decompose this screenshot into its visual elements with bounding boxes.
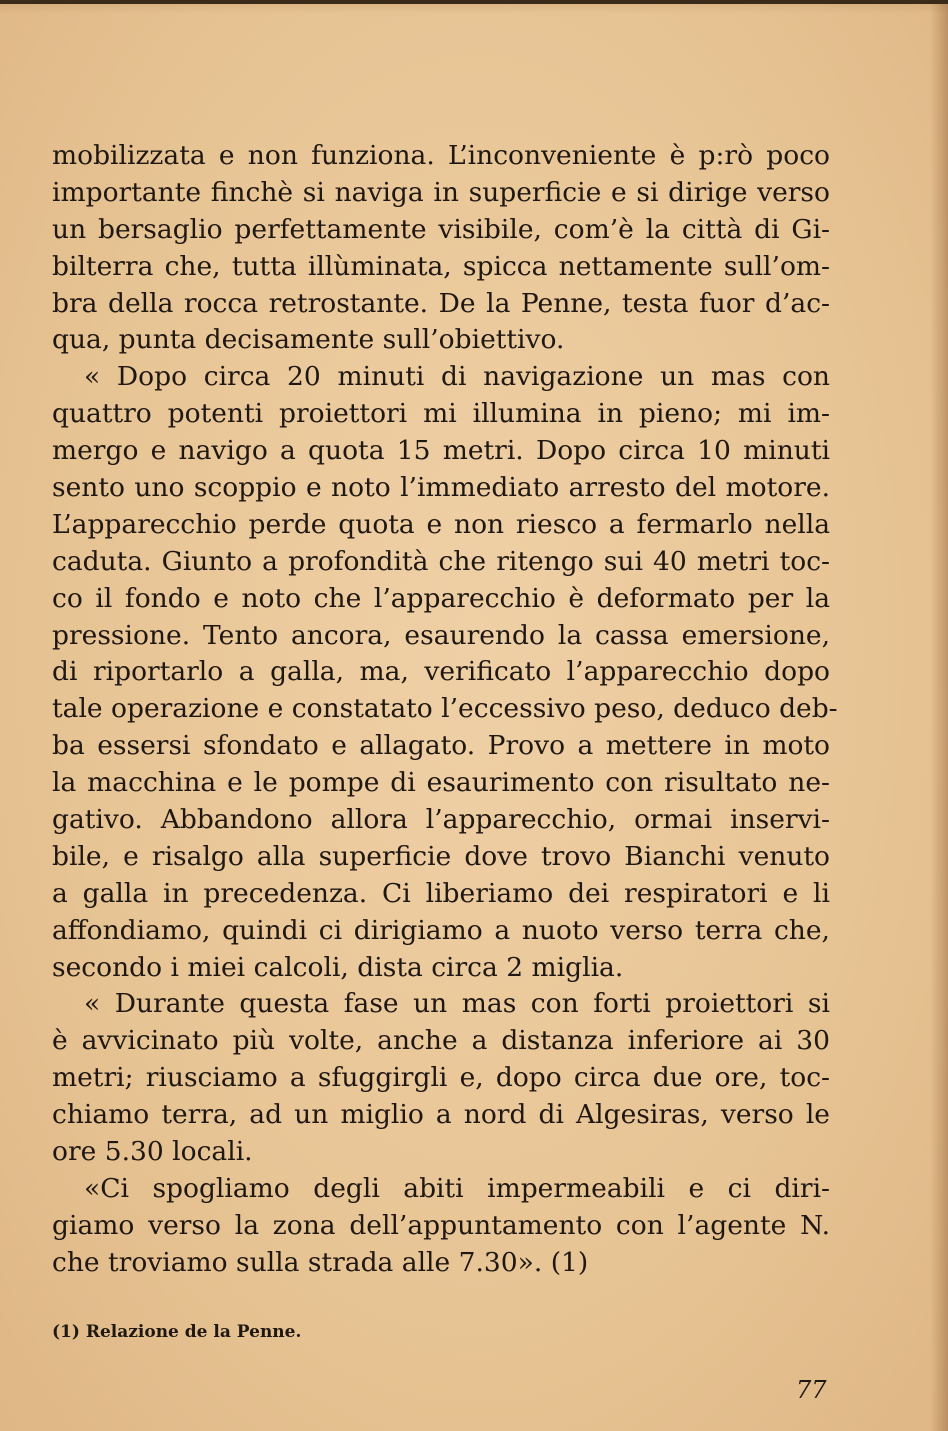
text-line: L’apparecchio perde quota e non riesco a fermarlo nella — [52, 508, 830, 540]
text-line: bra della rocca retrostante. De la Penne, testa fuor d’ac- — [52, 287, 830, 319]
text-line: « Dopo circa 20 minuti di navigazione un mas con — [84, 361, 830, 393]
text-line: ba essersi sfondato e allagato. Provo a mettere in moto — [52, 730, 830, 762]
text-line: chiamo terra, ad un miglio a nord di Algesiras, verso le — [52, 1099, 830, 1131]
text-line: secondo i miei calcoli, dista circa 2 miglia. — [52, 951, 624, 983]
text-line: a galla in precedenza. Ci liberiamo dei respiratori e li — [52, 877, 830, 909]
footnote: (1) Relazione de la Penne. — [52, 1322, 302, 1342]
text-line: pressione. Tento ancora, esaurendo la cassa emersione, — [52, 619, 830, 651]
text-line: la macchina e le pompe di esaurimento con risultato ne- — [52, 767, 830, 799]
text-line: gativo. Abbandono allora l’apparecchio, ormai inservi- — [52, 804, 830, 836]
text-line: è avvicinato più volte, anche a distanza inferiore ai 30 — [52, 1025, 830, 1057]
text-line: giamo verso la zona dell’appuntamento con l’agente N. — [52, 1209, 830, 1241]
text-line: quattro potenti proiettori mi illumina in pieno; mi im- — [52, 398, 830, 430]
text-line: che troviamo sulla strada alle 7.30». (1) — [52, 1246, 589, 1278]
text-line: mergo e navigo a quota 15 metri. Dopo circa 10 minuti — [52, 435, 830, 467]
text-line: importante finchè si naviga in superficie e si dirige verso — [52, 176, 830, 208]
text-line: sento uno scoppio e noto l’immediato arresto del motore. — [52, 472, 830, 504]
text-line: affondiamo, quindi ci dirigiamo a nuoto verso terra che, — [52, 914, 830, 946]
text-line: co il fondo e noto che l’apparecchio è deformato per la — [52, 582, 830, 614]
text-line: bilterra che, tutta illùminata, spicca nettamente sull’om- — [52, 250, 830, 282]
text-line: bile, e risalgo alla superficie dove trovo Bianchi venuto — [52, 840, 830, 872]
text-line: mobilizzata e non funziona. L’inconveniente è p:rò poco — [52, 140, 830, 171]
page-top-edge — [0, 0, 948, 4]
text-line: ore 5.30 locali. — [52, 1136, 253, 1168]
text-line: metri; riusciamo a sfuggirgli e, dopo circa due ore, toc- — [52, 1062, 830, 1094]
text-line: di riportarlo a galla, ma, verificato l’apparecchio dopo — [52, 656, 830, 688]
text-line: qua, punta decisamente sull’obiettivo. — [52, 324, 565, 356]
body-text — [52, 138, 838, 1282]
text-line: caduta. Giunto a profondità che ritengo sui 40 metri toc- — [52, 545, 830, 577]
text-line: un bersaglio perfettamente visibile, com’è la città di Gi- — [52, 213, 830, 245]
page-number: 77 — [796, 1376, 827, 1404]
text-line: «Ci spogliamo degli abiti impermeabili e ci diri- — [84, 1172, 830, 1204]
text-line: « Durante questa fase un mas con forti proiettori si — [84, 988, 830, 1020]
text-line: tale operazione e constatato l’eccessivo peso, deduco deb- — [52, 693, 838, 725]
